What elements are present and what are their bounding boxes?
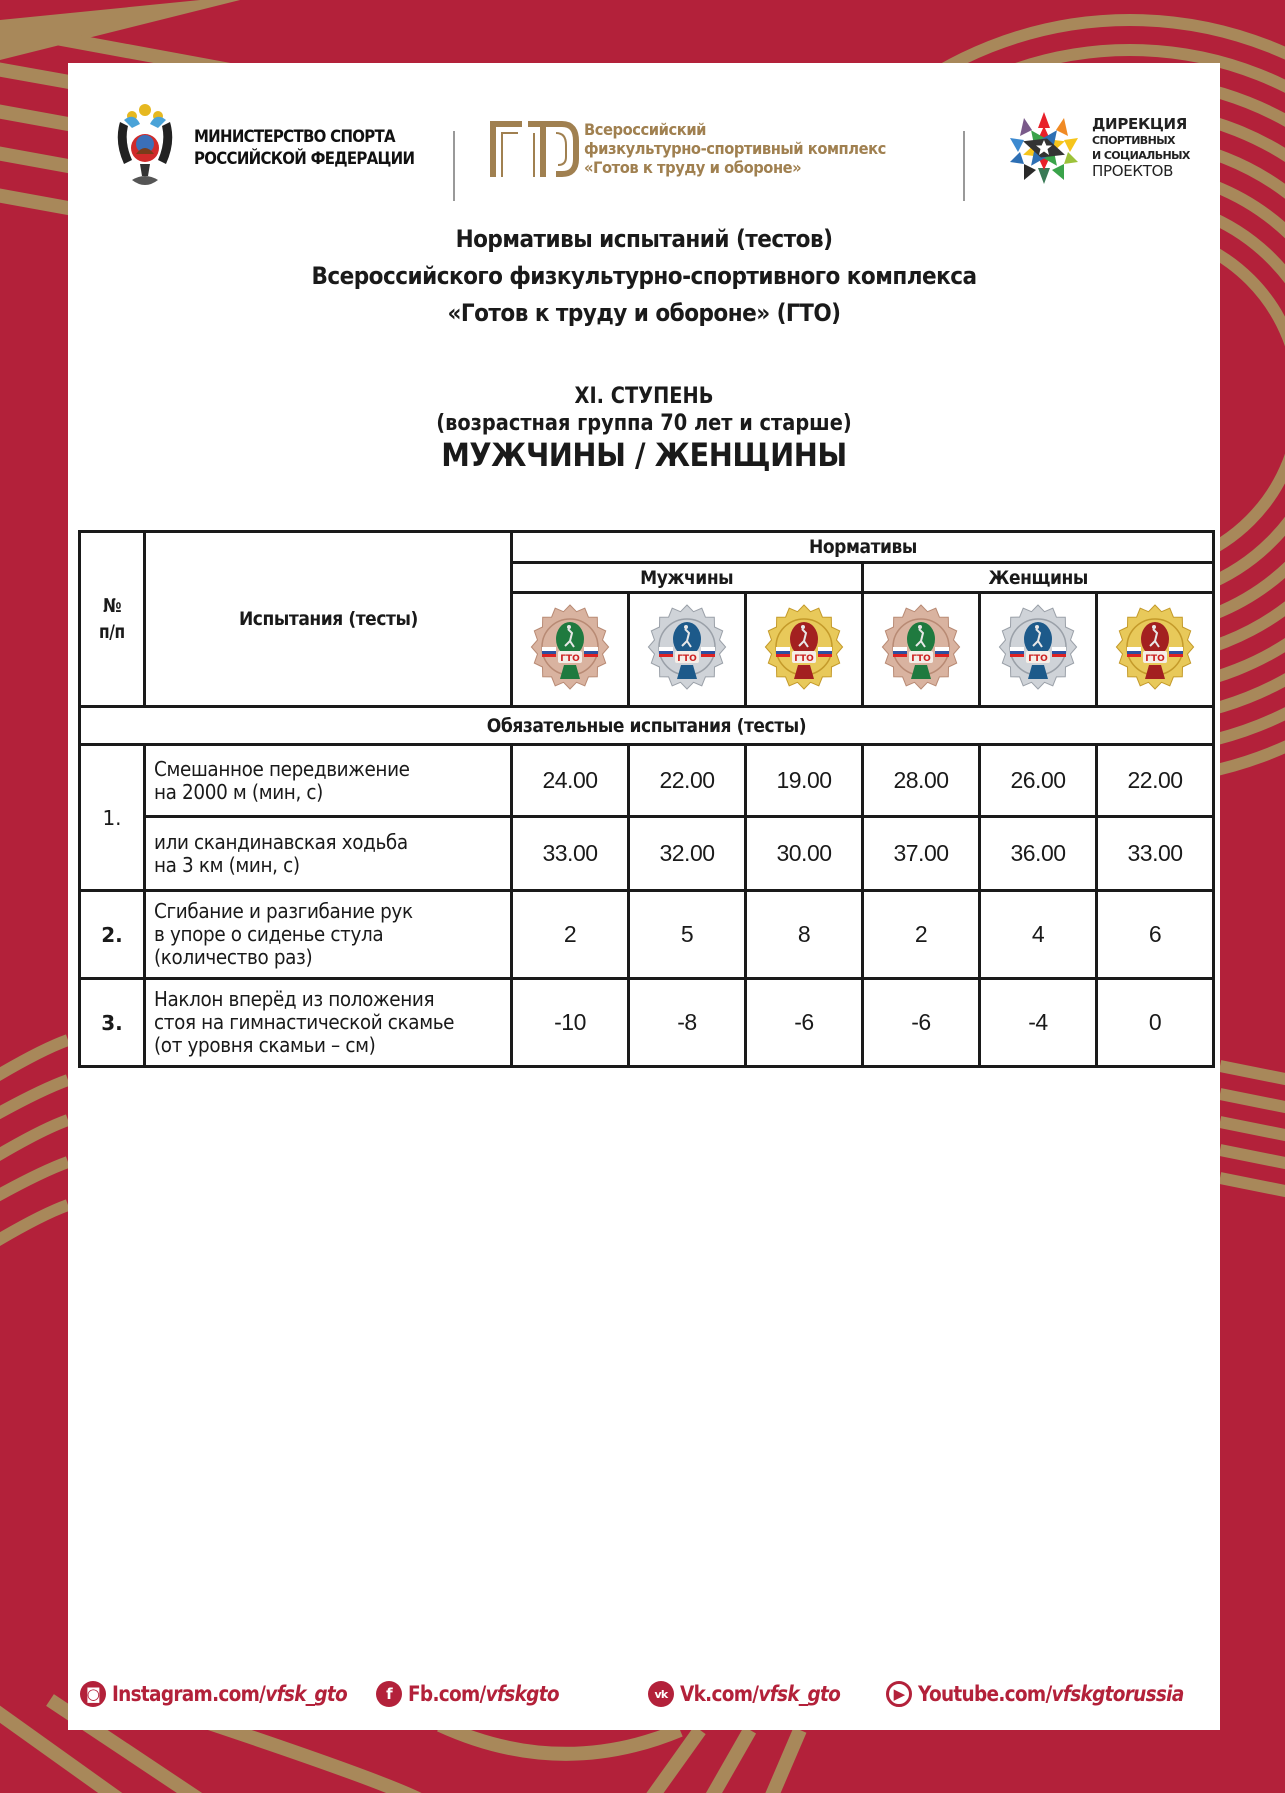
title-line2: Всероссийского физкультурно-спортивного комплекса xyxy=(311,262,977,290)
value-cell: -8 xyxy=(629,979,746,1067)
num-abbrev: п/п xyxy=(99,621,125,643)
table-row xyxy=(80,979,1214,1067)
gto-line1: Всероссийский xyxy=(584,119,707,139)
table-row xyxy=(80,745,1214,817)
men-header xyxy=(512,563,863,593)
gender-heading: МУЖЧИНЫ / ЖЕНЩИНЫ xyxy=(441,436,847,474)
value-cell: 19.00 xyxy=(746,745,863,817)
col-tests-label: Испытания (тесты) xyxy=(238,608,418,630)
silver-badge-icon xyxy=(996,603,1080,691)
directorate-line2: СПОРТИВНЫХ xyxy=(1092,134,1175,147)
gto-logo xyxy=(488,93,912,203)
section-header xyxy=(80,707,1214,745)
badge-cell xyxy=(629,593,746,707)
coat-of-arms-icon xyxy=(110,102,180,194)
stage-name: XI. СТУПЕНЬ xyxy=(574,384,714,409)
value-cell: 26.00 xyxy=(980,745,1097,817)
facebook-prefix: Fb.com/ xyxy=(408,1682,486,1706)
value-cell: 4 xyxy=(980,891,1097,979)
value-cell: 30.00 xyxy=(746,817,863,891)
header-row xyxy=(80,532,1214,563)
value-cell: -6 xyxy=(863,979,980,1067)
col-num-header xyxy=(80,532,145,707)
instagram-prefix: Instagram.com/ xyxy=(112,1682,266,1706)
row-number: 1. xyxy=(80,745,145,891)
facebook-icon: f xyxy=(376,1681,402,1707)
svg-text:ГТО: ГТО xyxy=(794,654,814,664)
value-cell: 8 xyxy=(746,891,863,979)
col-norms-label: Нормативы xyxy=(808,536,917,558)
bronze-badge-icon xyxy=(879,603,963,691)
directorate-line1: ДИРЕКЦИЯ xyxy=(1092,115,1188,133)
youtube-link[interactable] xyxy=(886,1681,1220,1707)
badge-cell xyxy=(512,593,629,707)
badge-cell xyxy=(980,593,1097,707)
logo-divider xyxy=(453,131,455,201)
directorate-logo xyxy=(1004,93,1190,203)
value-cell: 0 xyxy=(1097,979,1214,1067)
col-norms-header xyxy=(512,532,1214,563)
header-logos xyxy=(68,93,1220,203)
title-line3: «Готов к труду и обороне» (ГТО) xyxy=(447,299,841,327)
value-cell: 33.00 xyxy=(1097,817,1214,891)
value-cell: -10 xyxy=(512,979,629,1067)
value-cell: 5 xyxy=(629,891,746,979)
badge-cell xyxy=(1097,593,1214,707)
value-cell: 36.00 xyxy=(980,817,1097,891)
silver-badge-icon xyxy=(645,603,729,691)
norms-table xyxy=(78,530,1215,1068)
document-title xyxy=(68,221,1220,332)
value-cell: 37.00 xyxy=(863,817,980,891)
title-line1: Нормативы испытаний (тестов) xyxy=(455,225,833,253)
women-label: Женщины xyxy=(988,566,1088,589)
value-cell: -6 xyxy=(746,979,863,1067)
ministry-name-line2: РОССИЙСКОЙ ФЕДЕРАЦИИ xyxy=(194,149,415,169)
facebook-link[interactable] xyxy=(376,1681,579,1707)
youtube-icon: ▶ xyxy=(886,1681,912,1707)
value-cell: 28.00 xyxy=(863,745,980,817)
row-number: 3. xyxy=(80,979,145,1067)
men-label: Мужчины xyxy=(640,566,734,589)
vk-handle: vfsk_gto xyxy=(758,1682,841,1706)
value-cell: 24.00 xyxy=(512,745,629,817)
test-name xyxy=(145,891,512,979)
value-cell: 33.00 xyxy=(512,817,629,891)
num-symbol: № xyxy=(102,595,122,617)
svg-text:ГТО: ГТО xyxy=(1145,654,1165,664)
gto-mark-icon xyxy=(488,119,580,177)
gold-badge-icon xyxy=(1113,603,1197,691)
stars-wreath-icon xyxy=(1004,108,1084,188)
table-row xyxy=(80,817,1214,891)
svg-text:ГТО: ГТО xyxy=(677,654,697,664)
value-cell: 2 xyxy=(863,891,980,979)
section-row xyxy=(80,707,1214,745)
youtube-handle: vfskgtorussia xyxy=(1051,1682,1184,1706)
women-header xyxy=(863,563,1214,593)
svg-text:ГТО: ГТО xyxy=(560,654,580,664)
instagram-icon: ◙ xyxy=(80,1681,106,1707)
instagram-handle: vfsk_gto xyxy=(265,1682,347,1706)
row-number: 2. xyxy=(80,891,145,979)
gto-line3: «Готов к труду и обороне» xyxy=(584,157,802,177)
logo-divider xyxy=(963,131,965,201)
test-name xyxy=(145,817,512,891)
value-cell: -4 xyxy=(980,979,1097,1067)
test-name-text: Сгибание и разгибание рук в упоре о сиденье стула (количество раз) xyxy=(154,899,413,969)
value-cell: 32.00 xyxy=(629,817,746,891)
test-name-text: Наклон вперёд из положения стоя на гимнастической скамье (от уровня скамьи – см) xyxy=(154,987,455,1057)
table-row xyxy=(80,891,1214,979)
svg-text:ГТО: ГТО xyxy=(911,654,931,664)
badge-cell xyxy=(863,593,980,707)
bronze-badge-icon xyxy=(528,603,612,691)
value-cell: 6 xyxy=(1097,891,1214,979)
value-cell: 2 xyxy=(512,891,629,979)
gold-badge-icon xyxy=(762,603,846,691)
age-group: (возрастная группа 70 лет и старше) xyxy=(436,411,852,436)
ministry-logo xyxy=(110,93,444,203)
test-name-text: Смешанное передвижение на 2000 м (мин, с) xyxy=(154,756,410,804)
test-name-text: или скандинавская ходьба на 3 км (мин, с) xyxy=(154,829,408,877)
col-tests-header xyxy=(145,532,512,707)
directorate-line3: И СОЦИАЛЬНЫХ xyxy=(1092,149,1190,162)
section-label: Обязательные испытания (тесты) xyxy=(486,714,807,737)
vk-link[interactable] xyxy=(648,1681,862,1707)
instagram-link[interactable] xyxy=(80,1681,379,1707)
gto-line2: физкультурно-спортивный комплекс xyxy=(584,138,886,158)
value-cell: 22.00 xyxy=(1097,745,1214,817)
svg-text:ГТО: ГТО xyxy=(1028,654,1048,664)
test-name xyxy=(145,979,512,1067)
content-panel xyxy=(68,63,1220,1730)
vk-icon: vk xyxy=(648,1681,674,1707)
facebook-handle: vfskgto xyxy=(485,1682,559,1706)
value-cell: 22.00 xyxy=(629,745,746,817)
directorate-line4: ПРОЕКТОВ xyxy=(1092,162,1174,180)
ministry-name-line1: МИНИСТЕРСТВО СПОРТА xyxy=(194,127,395,147)
vk-prefix: Vk.com/ xyxy=(680,1682,759,1706)
youtube-prefix: Youtube.com/ xyxy=(918,1682,1052,1706)
stage-heading xyxy=(68,383,1220,473)
badge-cell xyxy=(746,593,863,707)
social-footer xyxy=(68,1681,1220,1721)
test-name xyxy=(145,745,512,817)
